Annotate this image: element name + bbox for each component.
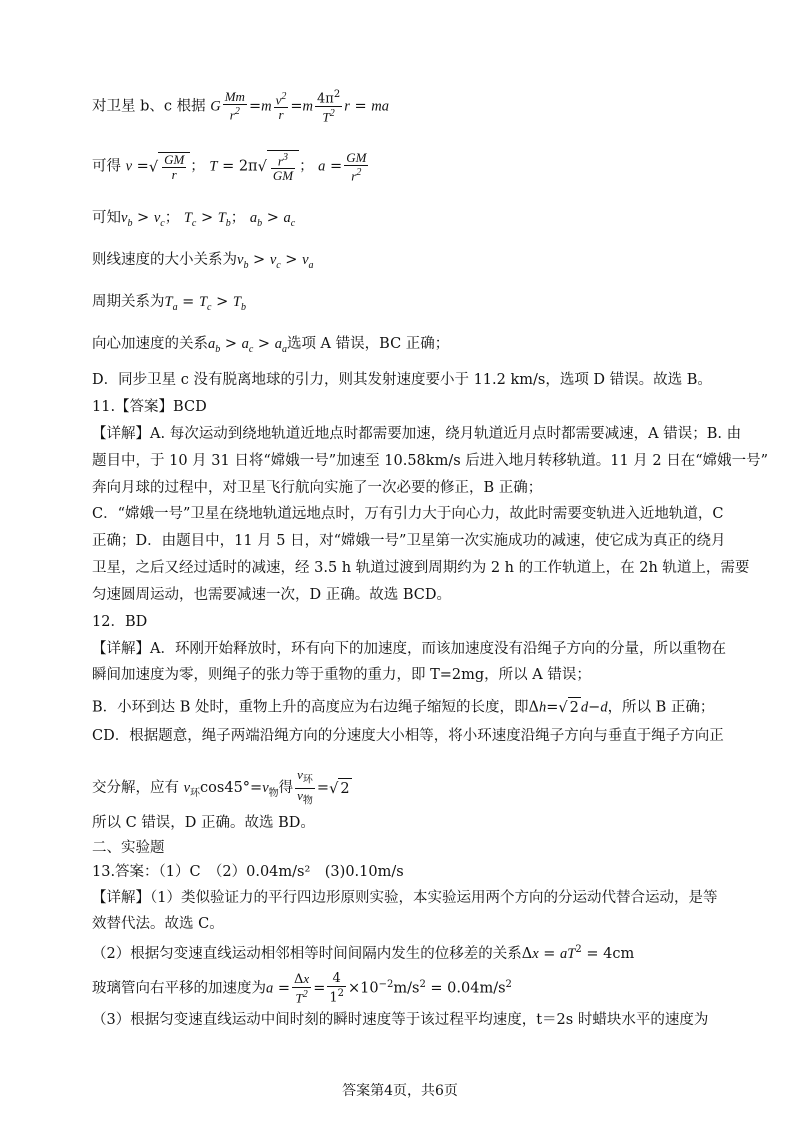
text-line: CD．根据题意，绳子两端沿绳方向的分速度大小相等，将小环速度沿绳子方向与垂直于绳子方向正: [92, 728, 724, 744]
text-line: （3）根据匀变速直线运动中间时刻的瞬时速度等于该过程平均速度，t＝2s 时蜡块水平的速度为: [92, 1012, 709, 1028]
velocity-decomposition-line: 交分解，应有 $v_环\cos 45^\circ=v_物$得 $\frac{v_环}{v_物}$ =√ 2: [92, 767, 350, 807]
text-line: 瞬间加速度为零，则绳子的张力等于重物的重力，即 T=2mg，所以 A 错误；: [92, 667, 591, 683]
text-line: 效替代法。故选 C。: [92, 916, 224, 932]
derived-formulas-line: 可得 v =√ $\frac{GM}{r}$ ； T = 2π√ $\frac{r^3}{GM}$ ； a = $\frac{GM}{r^2}$: [92, 149, 367, 184]
text-line: 奔向月球的过程中，对卫星飞行航向实施了一次必要的修正，B 正确；: [92, 480, 543, 496]
acceleration-calc-line: 玻璃管向右平移的加速度为a = $\frac{\Delta x}{T^2}$ = $\frac{4}{1^2}$ $\times 10^{-2}m/s^2 = 0.04m/s^2$: [92, 971, 512, 1006]
displacement-difference-line: （2）根据匀变速直线运动相邻相等时间间隔内发生的位移差的关系$\Delta x = aT^2 = 4cm$: [92, 944, 635, 962]
velocity-relation-line: 则线速度的大小关系为$v_b > v_c > v_a$: [92, 252, 314, 271]
answer-heading-13: 13.答案：（1）C （2）0.04m/s² (3)0.10m/s: [92, 864, 404, 880]
text-line: 卫星，之后又经过适时的减速，经 3.5 h 轨道过渡到周期约为 2 h 的工作轨道上，在 2h 轨道上，需要: [92, 560, 750, 576]
page-footer: 答案第4页，共6页: [342, 1083, 458, 1099]
text-line: 所以 C 错误，D 正确。故选 BD。: [92, 815, 315, 831]
period-relation-line: 周期关系为$T_a = T_c > T_b$: [92, 294, 246, 313]
answer-heading-12: 12．BD: [92, 614, 148, 630]
height-change-line: B．小环到达 B 处时，重物上升的高度应为右边绳子缩短的长度，即Δh=√ 2 d−d，所以 B 正确；: [92, 697, 712, 718]
text-line: 正确；D．由题目中，11 月 5 日，对“嫦娥一号”卫星第一次实施成功的减速，使它成为真正的绕月: [92, 533, 726, 549]
text-line: C．“嫦娥一号”卫星在绕地轨道远地点时，万有引力大于向心力，故此时需要变轨进入近地轨道，C: [92, 506, 724, 522]
satellite-equation-line: 对卫星 b、c 根据 G $\frac{Mm}{r^2}$ =m $\frac{v^2}{r}$ =m $\frac{4\pi^2}{T^2}$ r = ma: [92, 89, 389, 125]
acceleration-relation-line: 向心加速度的关系$a_b > a_c > a_a$选项 A 错误，BC 正确；: [92, 336, 450, 355]
answer-heading-11: 11.【答案】BCD: [92, 399, 207, 415]
text-line: 【详解】A. 每次运动到绕地轨道近地点时都需要加速，绕月轨道近月点时都需要减速，A 错误；B. 由: [92, 426, 742, 442]
section-heading: 二、实验题: [92, 840, 165, 856]
text-line: D．同步卫星 c 没有脱离地球的引力，则其发射速度要小于 11.2 km/s，选项 D 错误。故选 B。: [92, 372, 712, 388]
text-line: 【详解】（1）类似验证力的平行四边形原则实验，本实验运用两个方向的分运动代替合运动，是等: [92, 890, 718, 906]
text-line: 题目中，于 10 月 31 日将“嫦娥一号”加速至 10.58km/s 后进入地月转移轨道。11 月 2 日在“嫦娥一号”: [92, 453, 769, 469]
comparison-line: 可知$v_b > v_c$； $T_c > T_b$； $a_b > a_c$: [92, 210, 296, 229]
text-line: 【详解】A．环刚开始释放时，环有向下的加速度，而该加速度没有沿绳子方向的分量，所以重物在: [92, 641, 726, 657]
text-line: 匀速圆周运动，也需要减速一次，D 正确。故选 BCD。: [92, 587, 451, 603]
